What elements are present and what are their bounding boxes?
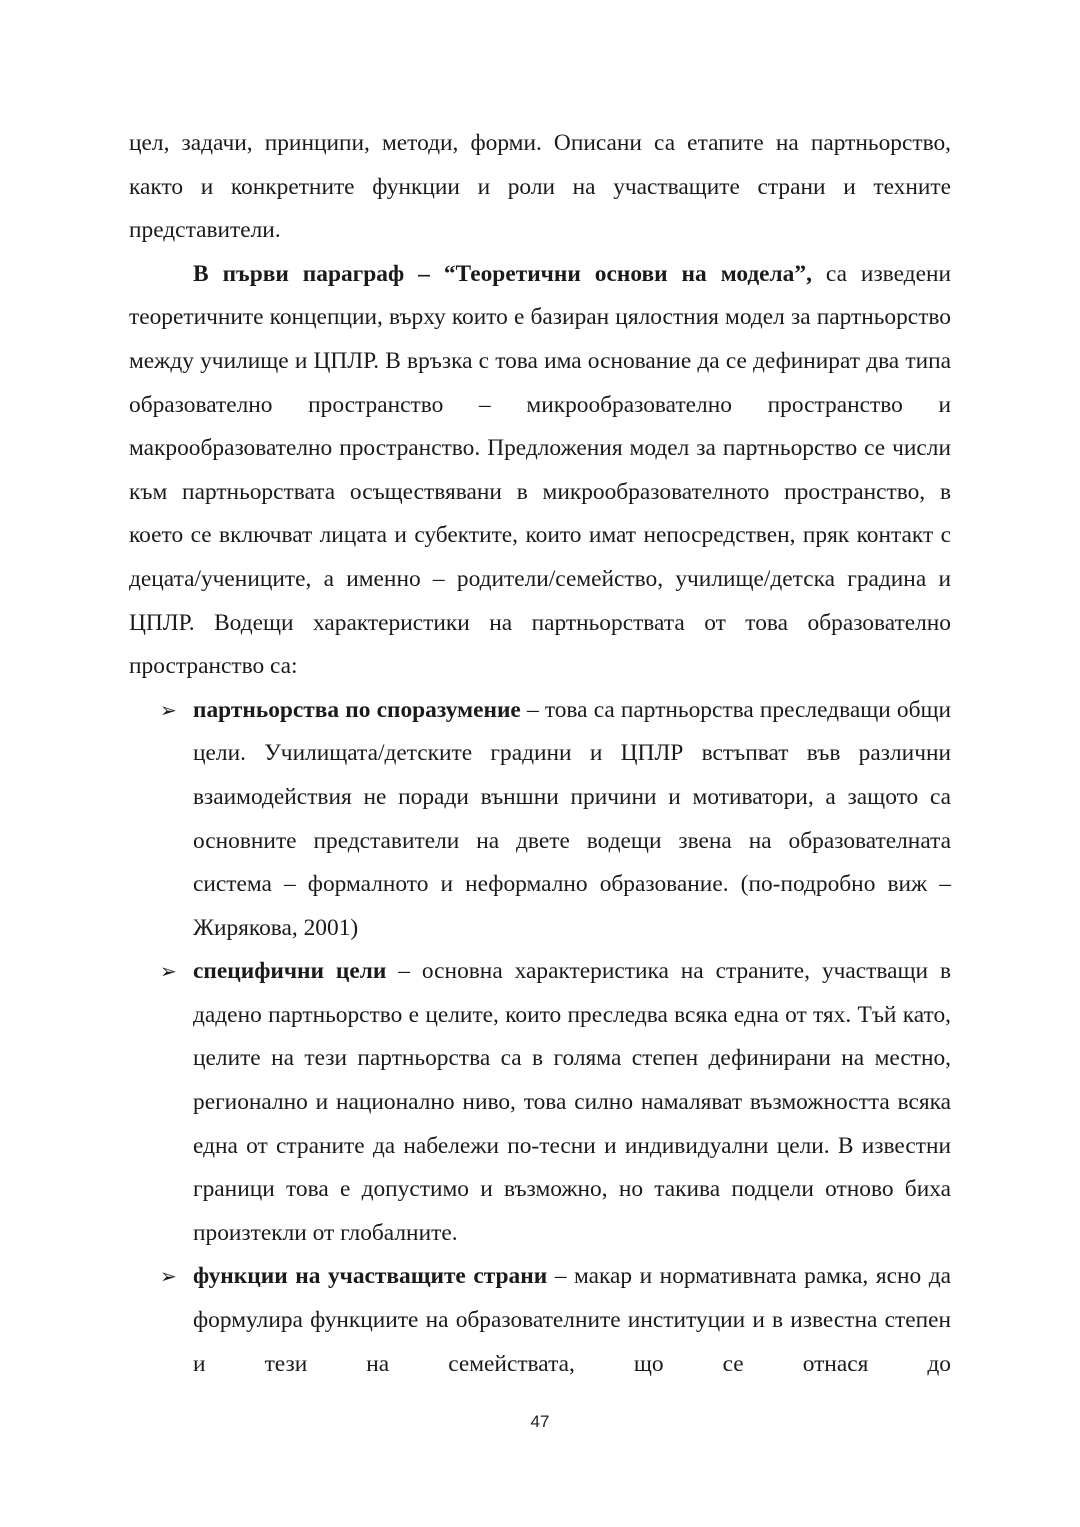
document-page bbox=[129, 122, 951, 1386]
list-item-text: – това са партньорства преследващи общи цели. Училищата/детските градини и ЦПЛР встъпват във различни взаимодействия не поради външни причини и мотиватори, а защото са основните представители на двете водещи звена на образователната система – формалното и неформално образование. (по-подробно виж – Жирякова, 2001) bbox=[193, 696, 952, 941]
arrow-bullet-icon: ➢ bbox=[160, 959, 177, 984]
list-item-term: функции на участващите страни bbox=[193, 1263, 548, 1290]
list-item bbox=[129, 689, 951, 951]
list-item-text: – основна характеристика на страните, участващи в дадено партньорство е целите, които преследва всяка една от тях. Тъй като, целите на тези партньорства са в голяма степен дефинирани на местно, регионално и национално ниво, това силно намаляват възможността всяка една от страните да набележи по-тесни и индивидуални цели. В известни граници това е допустимо и възможно, но такива подцели отново биха произтекли от глобалните. bbox=[193, 958, 951, 1246]
paragraph-body: са изведени теоретичните концепции, върху които е базиран цялостния модел за партньорство между училище и ЦПЛР. В връзка с това има основание да се дефинират два типа образователно пространство – микрообразователно пространство и макрообразователно пространство. Предложения модел за партньорство се числи към партньорствата осъществявани в микрообразователното пространство, в което се включват лицата и субектите, които имат непосредствен, пряк контакт с децата/учениците, а именно – родители/семейство, училище/детска градина и ЦПЛР. Водещи характеристики на партньорствата от това образователно пространство са: bbox=[129, 260, 951, 680]
characteristics-list bbox=[129, 689, 951, 1387]
list-item-term: специфични цели bbox=[193, 958, 387, 985]
paragraph-intro: цел, задачи, принципи, методи, форми. Описани са етапите на партньорство, както и конкретните функции и роли на участващите страни и техните представители. bbox=[129, 130, 951, 244]
list-item-text: – макар и нормативната рамка, ясно да формулира функциите на образователните институции и в известна степен и тези на семействата, що се отнася до bbox=[193, 1263, 952, 1377]
list-item bbox=[129, 1255, 951, 1386]
list-item bbox=[129, 950, 951, 1255]
arrow-bullet-icon: ➢ bbox=[160, 697, 177, 722]
page-number: 47 bbox=[530, 1412, 550, 1431]
paragraph-theory bbox=[129, 253, 951, 689]
paragraph-lead-bold: В първи параграф – “Теоретични основи на модела”, bbox=[193, 260, 812, 287]
arrow-bullet-icon: ➢ bbox=[160, 1264, 177, 1289]
list-item-term: партньорства по споразумение bbox=[193, 696, 521, 723]
